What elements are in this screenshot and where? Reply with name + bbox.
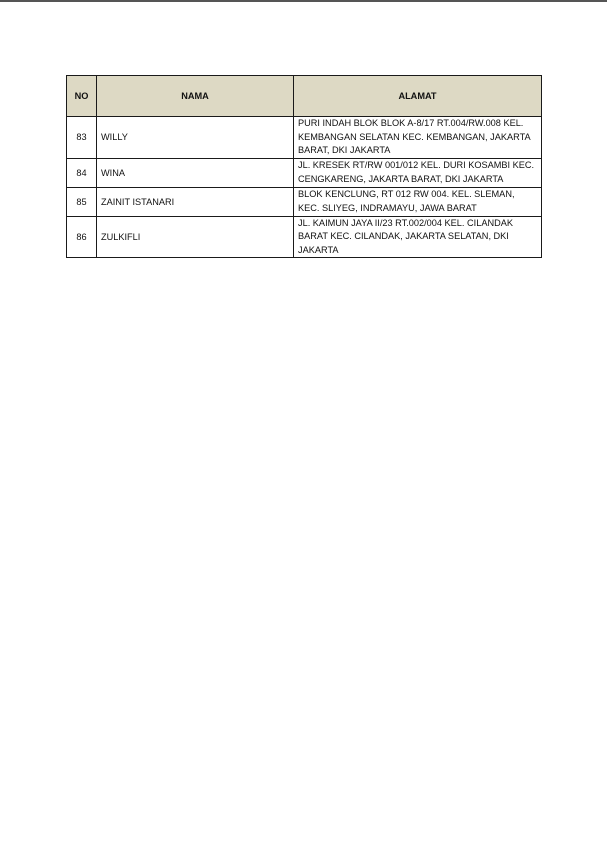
row-nama: WILLY: [97, 117, 294, 159]
table-row: [67, 158, 542, 187]
row-no: 86: [67, 216, 97, 258]
row-no: 84: [67, 158, 97, 187]
row-nama: ZAINIT ISTANARI: [97, 187, 294, 216]
row-alamat: BLOK KENCLUNG, RT 012 RW 004. KEL. SLEMAN, KEC. SLIYEG, INDRAMAYU, JAWA BARAT: [294, 187, 542, 216]
header-nama: NAMA: [97, 76, 294, 117]
table-row: [67, 117, 542, 159]
table-row: [67, 187, 542, 216]
row-no: 83: [67, 117, 97, 159]
address-table: [66, 75, 542, 258]
row-nama: WINA: [97, 158, 294, 187]
row-alamat: PURI INDAH BLOK BLOK A-8/17 RT.004/RW.008 KEL. KEMBANGAN SELATAN KEC. KEMBANGAN, JAKARTA BARAT, DKI JAKARTA: [294, 117, 542, 159]
table-header-row: [67, 76, 542, 117]
row-alamat: JL. KRESEK RT/RW 001/012 KEL. DURI KOSAMBI KEC. CENGKARENG, JAKARTA BARAT, DKI JAKARTA: [294, 158, 542, 187]
header-no: NO: [67, 76, 97, 117]
header-alamat: ALAMAT: [294, 76, 542, 117]
page-top-border: [0, 0, 607, 2]
table-row: [67, 216, 542, 258]
row-alamat: JL. KAIMUN JAYA II/23 RT.002/004 KEL. CILANDAK BARAT KEC. CILANDAK, JAKARTA SELATAN, DKI JAKARTA: [294, 216, 542, 258]
row-nama: ZULKIFLI: [97, 216, 294, 258]
row-no: 85: [67, 187, 97, 216]
